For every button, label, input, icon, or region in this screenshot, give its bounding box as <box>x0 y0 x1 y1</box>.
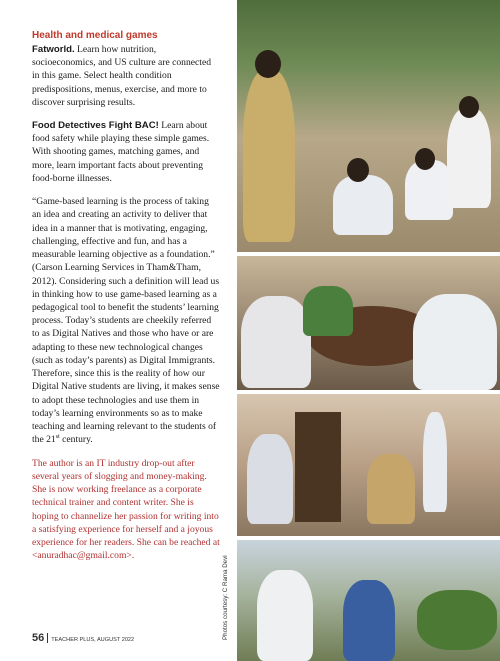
figure-head <box>459 96 479 118</box>
fatworld-paragraph <box>32 43 220 109</box>
photo-students-garden-fence <box>237 0 500 252</box>
publication-name: TEACHER PLUS, AUGUST 2022 <box>51 637 135 643</box>
fatworld-body: Learn how nutrition, socioeconomics, and US culture are connected in this game. Select health condition predispositions, menus, exercise, and more to discover surprising results. <box>32 43 212 108</box>
photo-students-plants <box>237 540 500 661</box>
article-text-column <box>32 24 220 573</box>
food-detectives-title: Food Detectives Fight BAC! <box>32 119 159 131</box>
figure-adult <box>243 70 295 242</box>
figure-worker <box>367 454 415 524</box>
figure-head <box>255 50 281 78</box>
figure-student <box>241 296 311 388</box>
figure-student <box>413 294 497 390</box>
quote-text: “Game-based learning is the process of taking an idea and creating an activity to deliver that idea in a manner that is motivating, engaging, challenging, effective and fun, and has a measurable learning objective as a foundation.” (Carson Learning Services in Tham&Tham, 2012). Considering such a definition will lead us in thinking how to use game-based learning as a pedagogical tool to benefit the students’ learning process. Today’s students are cheekily referred to as Digital Natives and those who have or are adapting to these new technological changes (such as today’s parents) as Digital Immigrants. Therefore, since this is the reality of how our Digital Native students are living, it makes sense to adopt these technologies and use them in today’s learning environments so as to make teaching and learning relevant to the students of the 21 <box>32 196 220 446</box>
quote-end: century. <box>59 434 93 446</box>
photo-students-compost-bin <box>237 394 500 536</box>
footer-divider <box>47 633 48 643</box>
fatworld-title: Fatworld. <box>32 43 75 55</box>
section-heading: Health and medical games <box>32 30 158 41</box>
figure-head <box>415 148 435 170</box>
page-footer <box>32 632 134 644</box>
photo-credit <box>222 555 234 640</box>
compost-bin <box>295 412 341 522</box>
figure-student <box>257 570 313 661</box>
figure-teacher <box>303 286 353 336</box>
food-detectives-body: Learn about food safety while playing these simple games. With shooting games, matching games, and more, learn important facts about preventing food-borne illnesses. <box>32 119 210 184</box>
author-bio-end: . <box>131 550 135 562</box>
author-bio <box>32 457 220 563</box>
figure-student <box>447 108 491 208</box>
figure-student <box>247 434 293 524</box>
author-bio-text: The author is an IT industry drop-out after several years of slogging and money-making. She is now working freelance as a corporate technical trainer and content writer. She is hoping to channelize her passion for writing into a satisfying experience for herself and a joyous experience for her readers. She can be reached at <box>32 457 220 549</box>
figure-student <box>333 175 393 235</box>
page-number: 56 <box>32 632 45 644</box>
quote-superscript: st <box>55 434 60 441</box>
figure-student <box>343 580 395 661</box>
potted-plants <box>417 590 497 650</box>
figure-student <box>423 412 447 512</box>
figure-head <box>347 158 369 182</box>
quote-paragraph <box>32 195 220 447</box>
photo-students-compost <box>237 256 500 390</box>
author-email-link[interactable]: <anuradhac@gmail.com> <box>32 550 132 562</box>
photo-credit-text: Photos courtesy: C Rama Devi <box>222 555 229 640</box>
food-detectives-paragraph <box>32 119 220 185</box>
